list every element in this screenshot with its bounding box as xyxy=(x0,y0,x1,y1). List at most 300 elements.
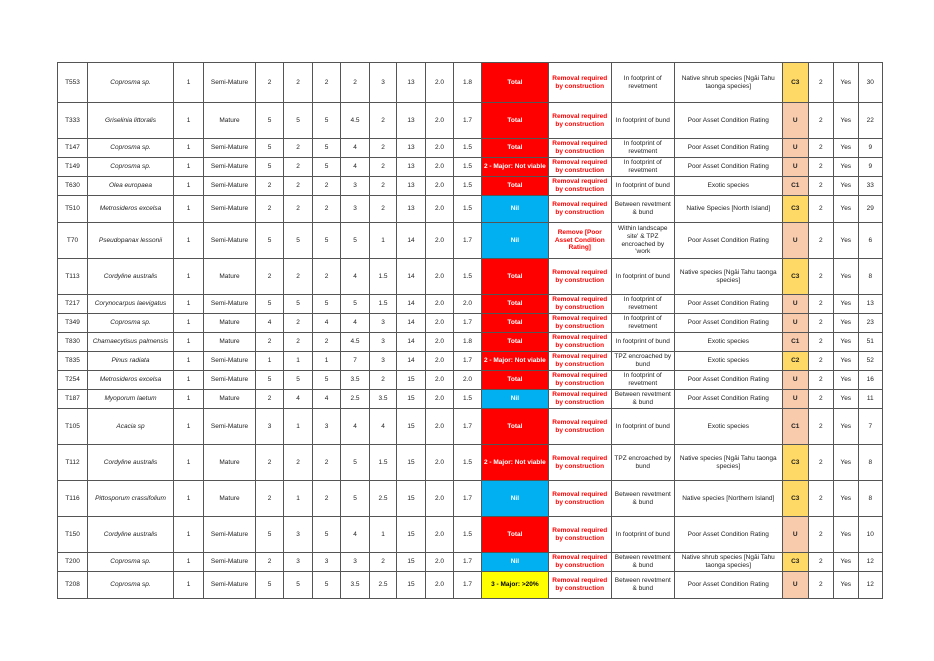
table-row xyxy=(58,295,883,314)
value-9: 2 xyxy=(808,481,833,517)
age-class: Semi-Mature xyxy=(204,63,256,103)
tree-id: T150 xyxy=(58,517,88,553)
species-name: Pinus radiata xyxy=(88,352,174,371)
yes-flag: Yes xyxy=(833,352,858,371)
value-1: 2 xyxy=(256,63,284,103)
value-1: 5 xyxy=(256,103,284,139)
table-row xyxy=(58,223,883,259)
value-5: 3 xyxy=(370,352,397,371)
table-row xyxy=(58,481,883,517)
removal-reason: In footprint of revetment xyxy=(611,158,674,177)
value-2: 5 xyxy=(284,371,313,390)
removal-status: Removal required by construction xyxy=(548,371,611,390)
value-1: 5 xyxy=(256,517,284,553)
removal-status: Remove [Poor Asset Condition Rating] xyxy=(548,223,611,259)
value-5: 2 xyxy=(370,371,397,390)
condition-note: Poor Asset Condition Rating xyxy=(674,517,782,553)
value-4: 5 xyxy=(341,481,370,517)
quantity: 1 xyxy=(174,572,204,599)
value-4: 4 xyxy=(341,314,370,333)
quantity: 1 xyxy=(174,158,204,177)
value-7: 2.0 xyxy=(426,314,454,333)
age-class: Semi-Mature xyxy=(204,572,256,599)
value-last: 16 xyxy=(858,371,882,390)
impact-level: 3 - Major: >20% xyxy=(482,572,549,599)
value-last: 12 xyxy=(858,572,882,599)
value-8: 1.5 xyxy=(454,158,482,177)
value-last: 29 xyxy=(858,196,882,223)
value-4: 4 xyxy=(341,517,370,553)
value-9: 2 xyxy=(808,223,833,259)
value-7: 2.0 xyxy=(426,553,454,572)
value-9: 2 xyxy=(808,259,833,295)
value-3: 5 xyxy=(313,517,341,553)
value-7: 2.0 xyxy=(426,295,454,314)
value-7: 2.0 xyxy=(426,409,454,445)
age-class: Mature xyxy=(204,314,256,333)
species-name: Coprosma sp. xyxy=(88,572,174,599)
value-2: 3 xyxy=(284,553,313,572)
value-3: 3 xyxy=(313,553,341,572)
class-badge: C3 xyxy=(782,481,808,517)
value-5: 2.5 xyxy=(370,481,397,517)
table-row xyxy=(58,333,883,352)
value-3: 5 xyxy=(313,158,341,177)
value-9: 2 xyxy=(808,295,833,314)
removal-status: Removal required by construction xyxy=(548,295,611,314)
value-2: 2 xyxy=(284,196,313,223)
value-5: 2.5 xyxy=(370,572,397,599)
tree-id: T510 xyxy=(58,196,88,223)
value-9: 2 xyxy=(808,333,833,352)
class-badge: C3 xyxy=(782,259,808,295)
value-6: 13 xyxy=(397,196,426,223)
quantity: 1 xyxy=(174,314,204,333)
condition-note: Poor Asset Condition Rating xyxy=(674,295,782,314)
class-badge: U xyxy=(782,139,808,158)
condition-note: Poor Asset Condition Rating xyxy=(674,390,782,409)
table-row xyxy=(58,445,883,481)
value-6: 13 xyxy=(397,177,426,196)
species-name: Myoporum laetum xyxy=(88,390,174,409)
removal-reason: In footprint of bund xyxy=(611,177,674,196)
class-badge: C3 xyxy=(782,445,808,481)
value-last: 52 xyxy=(858,352,882,371)
tree-id: T105 xyxy=(58,409,88,445)
removal-status: Removal required by construction xyxy=(548,333,611,352)
value-5: 1.5 xyxy=(370,259,397,295)
species-name: Pseudopanax lessonii xyxy=(88,223,174,259)
removal-status: Removal required by construction xyxy=(548,572,611,599)
value-4: 7 xyxy=(341,352,370,371)
removal-status: Removal required by construction xyxy=(548,409,611,445)
age-class: Mature xyxy=(204,333,256,352)
value-1: 2 xyxy=(256,481,284,517)
quantity: 1 xyxy=(174,481,204,517)
tree-id: T70 xyxy=(58,223,88,259)
value-1: 2 xyxy=(256,196,284,223)
tree-id: T187 xyxy=(58,390,88,409)
value-3: 2 xyxy=(313,481,341,517)
quantity: 1 xyxy=(174,295,204,314)
value-7: 2.0 xyxy=(426,352,454,371)
species-name: Coprosma sp. xyxy=(88,139,174,158)
tree-id: T630 xyxy=(58,177,88,196)
tree-id: T553 xyxy=(58,63,88,103)
tree-id: T835 xyxy=(58,352,88,371)
value-3: 5 xyxy=(313,371,341,390)
value-8: 1.8 xyxy=(454,63,482,103)
removal-status: Removal required by construction xyxy=(548,481,611,517)
value-6: 15 xyxy=(397,517,426,553)
value-8: 1.5 xyxy=(454,177,482,196)
value-4: 5 xyxy=(341,295,370,314)
species-name: Coprosma sp. xyxy=(88,553,174,572)
value-9: 2 xyxy=(808,177,833,196)
species-name: Cordyline australis xyxy=(88,517,174,553)
value-8: 1.5 xyxy=(454,139,482,158)
quantity: 1 xyxy=(174,553,204,572)
table-row xyxy=(58,409,883,445)
species-name: Chamaecytisus palmensis xyxy=(88,333,174,352)
class-badge: C3 xyxy=(782,63,808,103)
value-9: 2 xyxy=(808,445,833,481)
value-7: 2.0 xyxy=(426,517,454,553)
value-6: 13 xyxy=(397,103,426,139)
value-3: 1 xyxy=(313,352,341,371)
removal-status: Removal required by construction xyxy=(548,517,611,553)
value-7: 2.0 xyxy=(426,223,454,259)
value-6: 14 xyxy=(397,352,426,371)
quantity: 1 xyxy=(174,63,204,103)
tree-id: T200 xyxy=(58,553,88,572)
removal-reason: TPZ encroached by bund xyxy=(611,352,674,371)
quantity: 1 xyxy=(174,196,204,223)
class-badge: U xyxy=(782,158,808,177)
species-name: Coprosma sp. xyxy=(88,158,174,177)
class-badge: U xyxy=(782,517,808,553)
yes-flag: Yes xyxy=(833,223,858,259)
class-badge: U xyxy=(782,572,808,599)
age-class: Semi-Mature xyxy=(204,158,256,177)
yes-flag: Yes xyxy=(833,445,858,481)
tree-id: T830 xyxy=(58,333,88,352)
table-row xyxy=(58,177,883,196)
age-class: Mature xyxy=(204,481,256,517)
value-8: 1.5 xyxy=(454,517,482,553)
value-5: 4 xyxy=(370,409,397,445)
yes-flag: Yes xyxy=(833,553,858,572)
table-row xyxy=(58,553,883,572)
value-4: 4.5 xyxy=(341,333,370,352)
species-name: Cordyline australis xyxy=(88,445,174,481)
value-3: 5 xyxy=(313,295,341,314)
value-5: 2 xyxy=(370,177,397,196)
value-7: 2.0 xyxy=(426,103,454,139)
table-row xyxy=(58,390,883,409)
value-3: 2 xyxy=(313,333,341,352)
table-row xyxy=(58,371,883,390)
removal-status: Removal required by construction xyxy=(548,390,611,409)
impact-level: Total xyxy=(482,177,549,196)
value-6: 14 xyxy=(397,259,426,295)
tree-id: T112 xyxy=(58,445,88,481)
value-8: 1.7 xyxy=(454,352,482,371)
tree-id: T349 xyxy=(58,314,88,333)
impact-level: Nil xyxy=(482,223,549,259)
removal-reason: In footprint of revetment xyxy=(611,314,674,333)
impact-level: Total xyxy=(482,517,549,553)
removal-status: Removal required by construction xyxy=(548,314,611,333)
removal-status: Removal required by construction xyxy=(548,103,611,139)
value-2: 2 xyxy=(284,177,313,196)
impact-level: Total xyxy=(482,63,549,103)
value-3: 5 xyxy=(313,139,341,158)
age-class: Semi-Mature xyxy=(204,517,256,553)
value-8: 1.7 xyxy=(454,409,482,445)
table-row xyxy=(58,158,883,177)
age-class: Semi-Mature xyxy=(204,139,256,158)
value-4: 3 xyxy=(341,196,370,223)
tree-id: T149 xyxy=(58,158,88,177)
value-8: 2.0 xyxy=(454,371,482,390)
value-2: 5 xyxy=(284,223,313,259)
value-6: 15 xyxy=(397,572,426,599)
removal-reason: In footprint of revetment xyxy=(611,63,674,103)
value-7: 2.0 xyxy=(426,445,454,481)
value-8: 1.5 xyxy=(454,390,482,409)
species-name: Cordyline australis xyxy=(88,259,174,295)
value-1: 2 xyxy=(256,445,284,481)
value-5: 3 xyxy=(370,63,397,103)
quantity: 1 xyxy=(174,177,204,196)
condition-note: Native species [Northern Island] xyxy=(674,481,782,517)
value-8: 1.8 xyxy=(454,333,482,352)
value-6: 15 xyxy=(397,481,426,517)
removal-status: Removal required by construction xyxy=(548,352,611,371)
value-3: 2 xyxy=(313,177,341,196)
value-2: 2 xyxy=(284,139,313,158)
value-last: 23 xyxy=(858,314,882,333)
value-6: 15 xyxy=(397,371,426,390)
impact-level: Total xyxy=(482,314,549,333)
value-2: 3 xyxy=(284,517,313,553)
yes-flag: Yes xyxy=(833,63,858,103)
class-badge: C1 xyxy=(782,409,808,445)
tree-id: T333 xyxy=(58,103,88,139)
value-last: 7 xyxy=(858,409,882,445)
value-2: 2 xyxy=(284,259,313,295)
impact-level: Total xyxy=(482,333,549,352)
condition-note: Exotic species xyxy=(674,409,782,445)
condition-note: Exotic species xyxy=(674,333,782,352)
class-badge: U xyxy=(782,103,808,139)
value-7: 2.0 xyxy=(426,63,454,103)
value-2: 2 xyxy=(284,158,313,177)
age-class: Semi-Mature xyxy=(204,371,256,390)
value-6: 15 xyxy=(397,390,426,409)
value-9: 2 xyxy=(808,139,833,158)
value-4: 2.5 xyxy=(341,390,370,409)
class-badge: C3 xyxy=(782,196,808,223)
impact-level: Total xyxy=(482,295,549,314)
yes-flag: Yes xyxy=(833,371,858,390)
impact-level: Nil xyxy=(482,390,549,409)
impact-level: 2 - Major: Not viable xyxy=(482,445,549,481)
table-row xyxy=(58,103,883,139)
value-5: 3 xyxy=(370,314,397,333)
value-3: 3 xyxy=(313,409,341,445)
species-name: Pittosporum crassifolium xyxy=(88,481,174,517)
table-row xyxy=(58,139,883,158)
yes-flag: Yes xyxy=(833,177,858,196)
class-badge: C1 xyxy=(782,333,808,352)
value-last: 8 xyxy=(858,445,882,481)
condition-note: Exotic species xyxy=(674,177,782,196)
yes-flag: Yes xyxy=(833,314,858,333)
value-2: 5 xyxy=(284,295,313,314)
value-9: 2 xyxy=(808,572,833,599)
removal-status: Removal required by construction xyxy=(548,158,611,177)
value-6: 15 xyxy=(397,553,426,572)
value-2: 1 xyxy=(284,409,313,445)
condition-note: Exotic species xyxy=(674,352,782,371)
removal-reason: Between revetment & bund xyxy=(611,196,674,223)
removal-reason: Between revetment & bund xyxy=(611,553,674,572)
value-6: 13 xyxy=(397,63,426,103)
value-8: 1.7 xyxy=(454,481,482,517)
tree-id: T208 xyxy=(58,572,88,599)
table-row xyxy=(58,572,883,599)
table-row xyxy=(58,196,883,223)
value-1: 1 xyxy=(256,352,284,371)
species-name: Coprosma sp. xyxy=(88,314,174,333)
removal-reason: Between revetment & bund xyxy=(611,572,674,599)
value-4: 4 xyxy=(341,158,370,177)
removal-status: Removal required by construction xyxy=(548,196,611,223)
value-last: 9 xyxy=(858,158,882,177)
value-7: 2.0 xyxy=(426,177,454,196)
value-1: 2 xyxy=(256,553,284,572)
removal-reason: In footprint of bund xyxy=(611,409,674,445)
value-4: 3.5 xyxy=(341,572,370,599)
class-badge: C2 xyxy=(782,352,808,371)
value-7: 2.0 xyxy=(426,572,454,599)
yes-flag: Yes xyxy=(833,295,858,314)
value-6: 14 xyxy=(397,314,426,333)
value-1: 2 xyxy=(256,390,284,409)
removal-status: Removal required by construction xyxy=(548,63,611,103)
value-5: 1 xyxy=(370,223,397,259)
quantity: 1 xyxy=(174,352,204,371)
value-8: 1.5 xyxy=(454,445,482,481)
condition-note: Poor Asset Condition Rating xyxy=(674,223,782,259)
value-6: 15 xyxy=(397,445,426,481)
removal-reason: In footprint of bund xyxy=(611,259,674,295)
value-last: 51 xyxy=(858,333,882,352)
value-9: 2 xyxy=(808,196,833,223)
tree-id: T217 xyxy=(58,295,88,314)
value-last: 30 xyxy=(858,63,882,103)
tree-id: T116 xyxy=(58,481,88,517)
species-name: Griselinia littoralis xyxy=(88,103,174,139)
value-4: 4.5 xyxy=(341,103,370,139)
value-3: 2 xyxy=(313,445,341,481)
table-row xyxy=(58,517,883,553)
value-last: 10 xyxy=(858,517,882,553)
value-2: 2 xyxy=(284,314,313,333)
value-8: 2.0 xyxy=(454,295,482,314)
value-1: 2 xyxy=(256,259,284,295)
value-9: 2 xyxy=(808,314,833,333)
species-name: Metrosideros excelsa xyxy=(88,196,174,223)
age-class: Mature xyxy=(204,259,256,295)
value-2: 1 xyxy=(284,352,313,371)
condition-note: Poor Asset Condition Rating xyxy=(674,371,782,390)
condition-note: Poor Asset Condition Rating xyxy=(674,103,782,139)
age-class: Semi-Mature xyxy=(204,352,256,371)
removal-reason: In footprint of revetment xyxy=(611,295,674,314)
value-6: 13 xyxy=(397,158,426,177)
impact-level: Total xyxy=(482,139,549,158)
value-1: 4 xyxy=(256,314,284,333)
value-5: 3.5 xyxy=(370,390,397,409)
removal-status: Removal required by construction xyxy=(548,445,611,481)
yes-flag: Yes xyxy=(833,517,858,553)
value-7: 2.0 xyxy=(426,158,454,177)
removal-status: Removal required by construction xyxy=(548,259,611,295)
value-7: 2.0 xyxy=(426,371,454,390)
value-5: 2 xyxy=(370,553,397,572)
value-last: 13 xyxy=(858,295,882,314)
yes-flag: Yes xyxy=(833,196,858,223)
value-5: 2 xyxy=(370,139,397,158)
value-4: 3 xyxy=(341,177,370,196)
yes-flag: Yes xyxy=(833,481,858,517)
value-9: 2 xyxy=(808,158,833,177)
removal-reason: Between revetment & bund xyxy=(611,390,674,409)
value-3: 4 xyxy=(313,390,341,409)
tree-assessment-table xyxy=(57,62,883,599)
yes-flag: Yes xyxy=(833,139,858,158)
value-3: 2 xyxy=(313,63,341,103)
table-row xyxy=(58,314,883,333)
value-6: 14 xyxy=(397,333,426,352)
value-last: 8 xyxy=(858,481,882,517)
class-badge: U xyxy=(782,314,808,333)
removal-status: Removal required by construction xyxy=(548,553,611,572)
value-last: 11 xyxy=(858,390,882,409)
value-1: 5 xyxy=(256,572,284,599)
value-5: 1.5 xyxy=(370,445,397,481)
age-class: Mature xyxy=(204,103,256,139)
value-5: 2 xyxy=(370,103,397,139)
value-1: 3 xyxy=(256,409,284,445)
value-9: 2 xyxy=(808,352,833,371)
impact-level: Nil xyxy=(482,481,549,517)
age-class: Semi-Mature xyxy=(204,409,256,445)
impact-level: Total xyxy=(482,371,549,390)
value-6: 15 xyxy=(397,409,426,445)
value-9: 2 xyxy=(808,517,833,553)
removal-reason: TPZ encroached by bund xyxy=(611,445,674,481)
value-9: 2 xyxy=(808,553,833,572)
value-8: 1.7 xyxy=(454,553,482,572)
value-5: 1.5 xyxy=(370,295,397,314)
yes-flag: Yes xyxy=(833,390,858,409)
age-class: Semi-Mature xyxy=(204,553,256,572)
condition-note: Native Species [North Island] xyxy=(674,196,782,223)
